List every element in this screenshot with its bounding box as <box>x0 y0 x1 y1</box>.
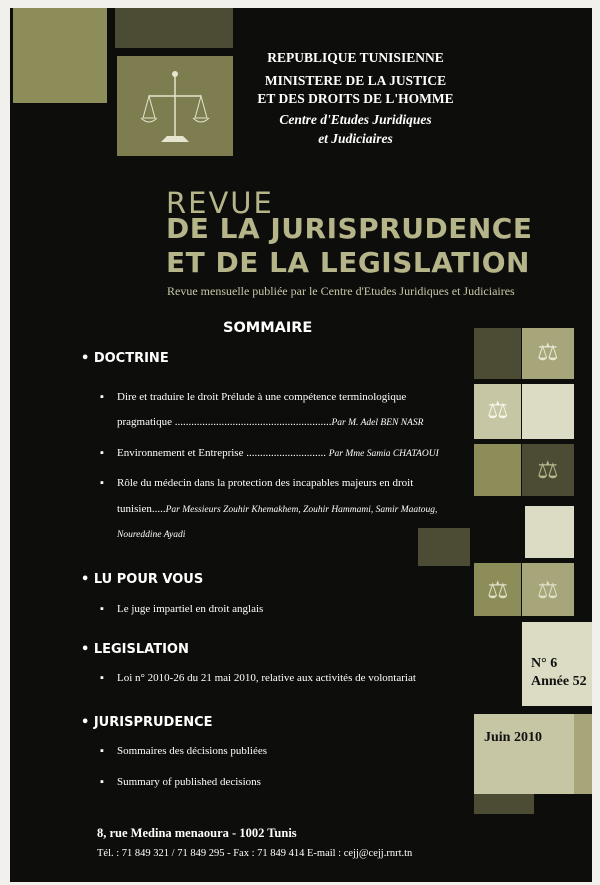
decor-square <box>13 8 107 103</box>
list-item-cont: tunisien.....Par Messieurs Zouhir Khemakhem, Zouhir Hammami, Samir Maatoug, <box>117 503 438 515</box>
decor-square <box>474 794 534 814</box>
list-item: ▪ Environnement et Entreprise ............................. Par Mme Samia CHATAOUI <box>100 447 439 459</box>
ministry-logo <box>117 56 233 156</box>
journal-title-revue: REVUE <box>166 186 274 220</box>
decor-square <box>574 714 592 794</box>
journal-title-line1: DE LA JURISPRUDENCE <box>166 212 533 245</box>
scales-logo-icon <box>117 56 233 156</box>
scales-icon: ⚖ <box>537 340 559 366</box>
scales-icon: ⚖ <box>487 398 509 424</box>
decor-square <box>522 384 574 439</box>
centre-name-cont: et Judiciaires <box>318 131 393 146</box>
issue-year: Année 52 <box>531 674 587 689</box>
contact-line: Tél. : 71 849 321 / 71 849 295 - Fax : 71 849 414 E-mail : cejj@cejj.rnrt.tn <box>97 848 413 859</box>
section-jurisprudence: • JURISPRUDENCE <box>81 715 213 730</box>
issue-number: N° 6 <box>531 656 558 671</box>
decor-square <box>474 328 521 379</box>
address: 8, rue Medina menaoura - 1002 Tunis <box>97 826 297 840</box>
list-item: ▪ Dire et traduire le droit Prélude à une compétence terminologique <box>100 391 407 403</box>
country-name: REPUBLIQUE TUNISIENNE <box>267 50 444 65</box>
scales-icon: ⚖ <box>537 458 559 484</box>
section-legislation: • LEGISLATION <box>81 642 189 657</box>
issue-date: Juin 2010 <box>484 730 542 745</box>
list-item: ▪ Loi n° 2010-26 du 21 mai 2010, relative aux activités de volontariat <box>100 672 416 684</box>
scales-icon: ⚖ <box>537 578 559 604</box>
journal-subtitle: Revue mensuelle publiée par le Centre d'Etudes Juridiques et Judiciaires <box>167 284 515 298</box>
list-item: ▪ Le juge impartiel en droit anglais <box>100 603 264 615</box>
list-item-cont: pragmatique .........................................................Par M. Adel BEN NASR <box>117 416 424 428</box>
decor-square <box>115 8 233 48</box>
section-lu-pour-vous: • LU POUR VOUS <box>81 572 204 587</box>
scales-icon: ⚖ <box>487 578 509 604</box>
list-item: ▪ Rôle du médecin dans la protection des incapables majeurs en droit <box>100 477 414 489</box>
list-item: ▪ Summary of published decisions <box>100 776 261 788</box>
centre-name: Centre d'Etudes Juridiques <box>279 112 432 127</box>
journal-title-line2: ET DE LA LEGISLATION <box>166 246 530 279</box>
ministry-name-cont: ET DES DROITS DE L'HOMME <box>257 91 454 106</box>
decor-square <box>418 528 470 566</box>
decor-square <box>474 444 521 496</box>
section-doctrine: • DOCTRINE <box>81 351 169 366</box>
date-panel <box>474 714 574 794</box>
contents-heading: SOMMAIRE <box>223 320 313 336</box>
ministry-name: MINISTERE DE LA JUSTICE <box>264 73 447 88</box>
list-item-cont: Noureddine Ayadi <box>117 530 186 540</box>
decor-square <box>525 506 574 558</box>
list-item: ▪ Sommaires des décisions publiées <box>100 745 268 757</box>
journal-cover <box>10 8 592 882</box>
